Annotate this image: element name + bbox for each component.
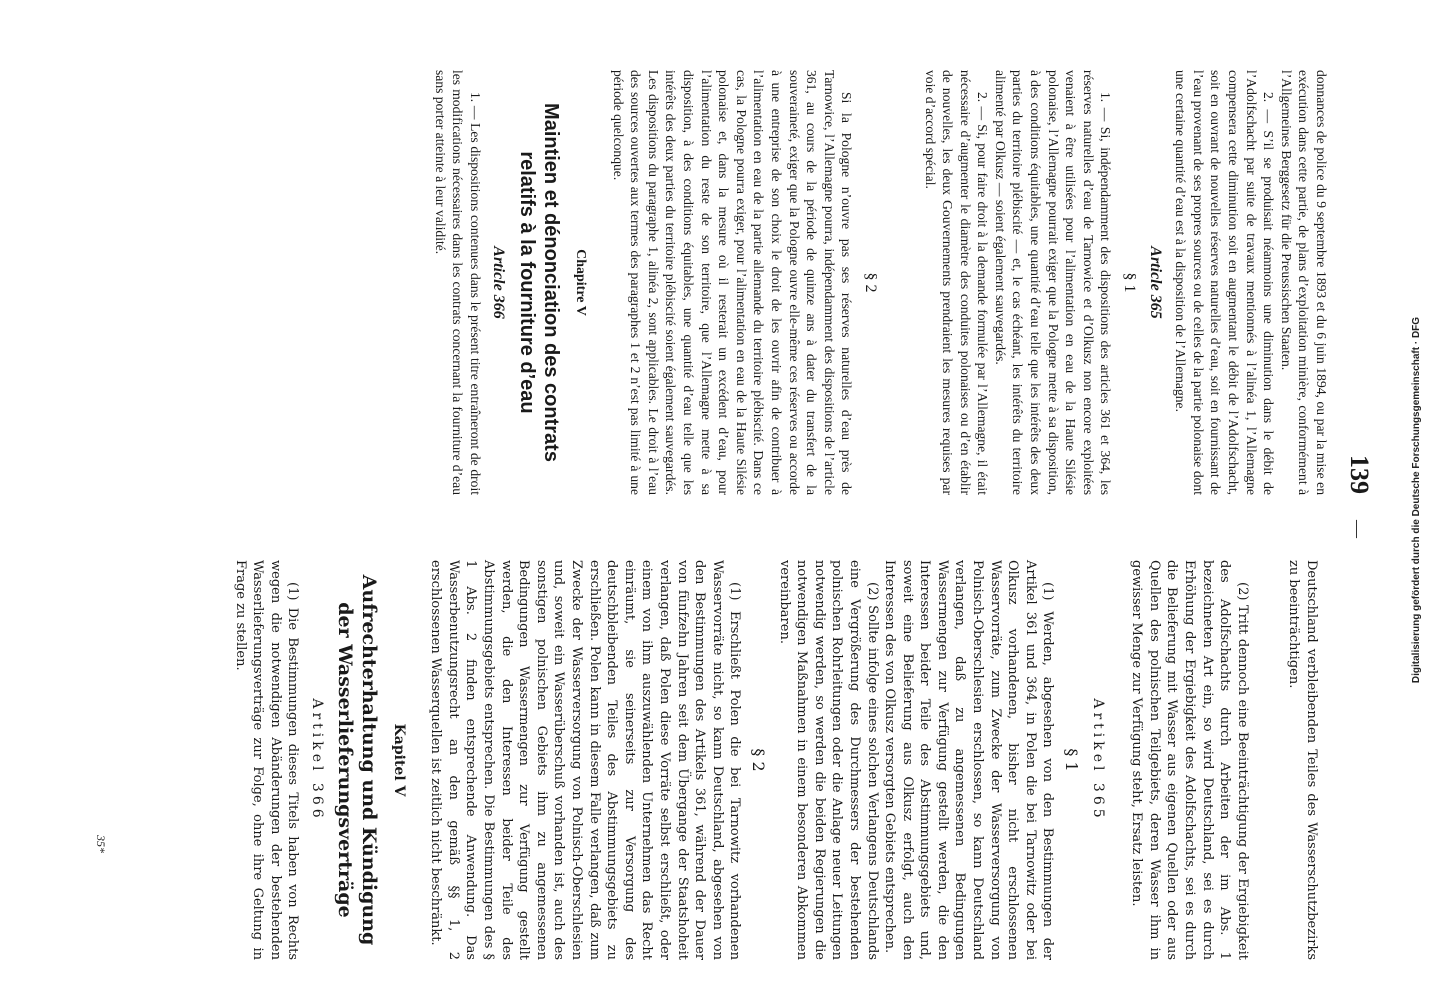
de-section-2: § 2 <box>748 748 768 772</box>
de-article-365-heading: Artikel 365 <box>1089 698 1106 822</box>
de-chapter-label: Kapitel V <box>390 723 407 797</box>
page-number: 139 <box>1345 455 1374 494</box>
fr-chapter-title: Maintien et dénonciation des contrats relatifs à la fourniture d’eau <box>516 103 563 462</box>
de-section-1: § 1 <box>1062 748 1082 772</box>
de-intro-paragraph: Deutschland verbleibenden Teiles des Wasserschutzbezirks zu beeinträchtigen. <box>1286 560 1319 960</box>
fr-art366-para-1: 1. — Les dispositions contenues dans le présent titre entraîneront de droit les modifications nécessaires dans les contrats concernant la fourniture d’eau sans porter atteinte à leur validité. <box>432 70 483 495</box>
page-number-dash: — <box>1348 520 1368 538</box>
de-art365-section2-text: (1) Erschließt Polen die bei Tarnowitz vorhandenen Wasservorräte nicht, so kann Deutschland, abgesehen von den Bestimmungen des Artikels 361, während der Dauer von fünfzehn Jahren seit dem Übergange der Staatshoheit verlangen, daß Polen diese Vorräte selbst erschließt, oder einem von ihm auszuwählenden Unternehmen das Recht einräumt, sie seinerseits zur Versorgung des deutschbleibenden Teiles des Abstimmungsgebiets zu erschließen. Polen kann in diesem Falle verlangen, daß zum Zwecke der Wasserversorgung von Polnisch-Oberschlesien und, soweit ein Wasserüberschuß vorhanden ist, auch des sonstigen polnischen Gebiets ihm zu angemessenen Bedingungen Wassermengen zur Verfügung gestellt werden, die den Interessen beider Teile des Abstimmungsgebiets entsprechen. Die Bestimmungen des § 1 Abs. 2 finden entsprechende Anwendung. Das Wasserbenutzungsrecht an den gemäß §§ 1, 2 erschlossenen Wasserquellen ist zeitlich nicht beschränkt. <box>428 560 743 960</box>
de-chapter-title: Aufrechterhaltung und Kündigung der Wasserlieferungsverträge <box>334 574 381 946</box>
fr-art365-para-1: 1. — Si, indépendamment des dispositions des articles 361 et 364, les réserves naturelles d’eau de Tarnowice et d’Olkusz non encore exploitées venaient à être utilisées pour l’alimentation en eau de la Haute Silésie polonaise, l’Allemagne pourrait exiger que la Pologne mette à sa disposition, à des conditions équitables, une quantité d’eau telle que les intérêts des deux parties du territoire plébiscité — et, le cas échéant, les intérêts du territoire alimenté par Olkusz — soient également sauvegardés. <box>992 70 1114 495</box>
fr-article-365-heading: Article 365 <box>1146 246 1164 319</box>
fr-article-366-heading: Article 366 <box>490 246 508 319</box>
fr-section-2: § 2 <box>861 272 879 293</box>
de-art365-para-1: (1) Werden, abgesehen von den Bestimmungen der Artikel 361 und 364, in Polen die bei Tarnowitz oder bei Olkusz vorhandenen, bisher nicht erschlossenen Wasservorräte, zum Zwecke der Wasserversorgung von Polnisch-Oberschlesien erschlossen, so kann Deutschland verlangen, daß zu angemessenen Bedingungen Wassermengen zur Verfügung gestellt werden, die den Interessen beider Teile des Abstimmungsgebiets und, soweit eine Belieferung aus Olkusz erfolgt, auch den Interessen des von Olkusz versorgten Gebiets entsprechen. <box>882 560 1056 960</box>
fr-intro-paragraph: donnances de police du 9 septembre 1893 et du 6 juin 1894, ou par la mise en exécution dans cette partie, de plans d’exploitation minière, conformément à l’Allgemeines Berggesetz für die Preussischen Staaten. <box>1278 70 1329 495</box>
fr-chapter-label: Chapitre V <box>573 249 589 316</box>
french-column <box>431 70 1330 495</box>
german-column <box>231 560 1320 960</box>
footnote-marker: 35* <box>94 835 108 853</box>
de-paragraph-2: (2) Tritt dennoch eine Beeinträchtigung der Ergiebigkeit des Adolfschachts durch Arbeiten der im Abs. 1 bezeichneten Art ein, so wird Deutschland, sei es durch Erhöhung der Ergiebigkeit des Adolfschachts, sei es durch die Belieferung mit Wasser aus eigenen Quellen oder aus Quellen des polnischen Teilgebiets, deren Wasser ihm in gewisser Menge zur Verfügung steht, Ersatz leisten. <box>1129 560 1250 960</box>
de-art365-para-2: (2) Sollte infolge eines solchen Verlangens Deutschlands eine Vergrößerung des Durchmessers der bestehenden polnischen Rohrleitungen oder die Anlage neuer Leitungen notwendig werden, so werden die beiden Regierungen die notwendigen Maßnahmen in einem besonderen Abkommen vereinbaren. <box>776 560 880 960</box>
fr-art365-para-2: 2. — Si, pour faire droit à la demande formulée par l’Allemagne, il était nécessaire d’augmenter le diamètre des conduites polonaises ou d’en établir de nouvelles, les deux Gouvernements prendraient les mesures requises par voie d’accord spécial. <box>922 70 991 495</box>
fr-section-1: § 1 <box>1121 272 1139 293</box>
fr-art365-section2-text: Si la Pologne n’ouvre pas ses réserves naturelles d’eau près de Tarnowice, l’Allemagne pourra, indépendamment des dispositions de l’article 361, au cours de la période de quinze ans à dater du transfert de la souveraineté, exiger que la Pologne ouvre elle-même ces réserves ou accorde à une entreprise de son choix le droit de les ouvrir afin de contribuer à l’alimentation en eau de la partie allemande du territoire plébiscité. Dans ce cas, la Pologne pourra exiger, pour l’alimentation en eau de la Haute Silésie polonaise et, dans la mesure où il resterait un excédent d’eau, pour l’alimentation du reste de son territoire, que l’Allemagne mette à sa disposition, à des conditions équitables, une quantité d’eau telle que les intérêts des deux parties du territoire plébiscité soient également sauvegardés. Les dispositions du paragraphe 1, alinéa 2, sont applicables. Le droit à l’eau des sources ouvertes aux termes des paragraphes 1 et 2 n’est pas limité à une période quelconque. <box>610 70 855 495</box>
digitization-note: Digitalisierung gefördert durch die Deutsche Forschungsgemeinschaft · DFG <box>1411 316 1422 684</box>
de-article-366-heading: Artikel 366 <box>309 698 326 822</box>
fr-paragraph-2: 2. — S’il se produisait néanmoins une diminution dans le débit de l’Adolfschacht par suite de travaux mentionnés à l’alinéa 1, l’Allemagne compensera cette diminution soit en augmentant le débit de l’Adolfschacht, soit en ouvrant de nouvelles réserves naturelles d’eau, soit en fournissant de l’eau provenant de ses propres sources ou de celles de la partie polonaise dont une certaine quantité d’eau est à la disposition de l’Allemagne. <box>1173 70 1277 495</box>
de-art366-para-1: (1) Die Bestimmungen dieses Titels haben von Rechts wegen die notwendigen Abänderungen der bestehenden Wasserlieferungsverträge zur Folge, ohne ihre Geltung in Frage zu stellen. <box>232 560 301 960</box>
